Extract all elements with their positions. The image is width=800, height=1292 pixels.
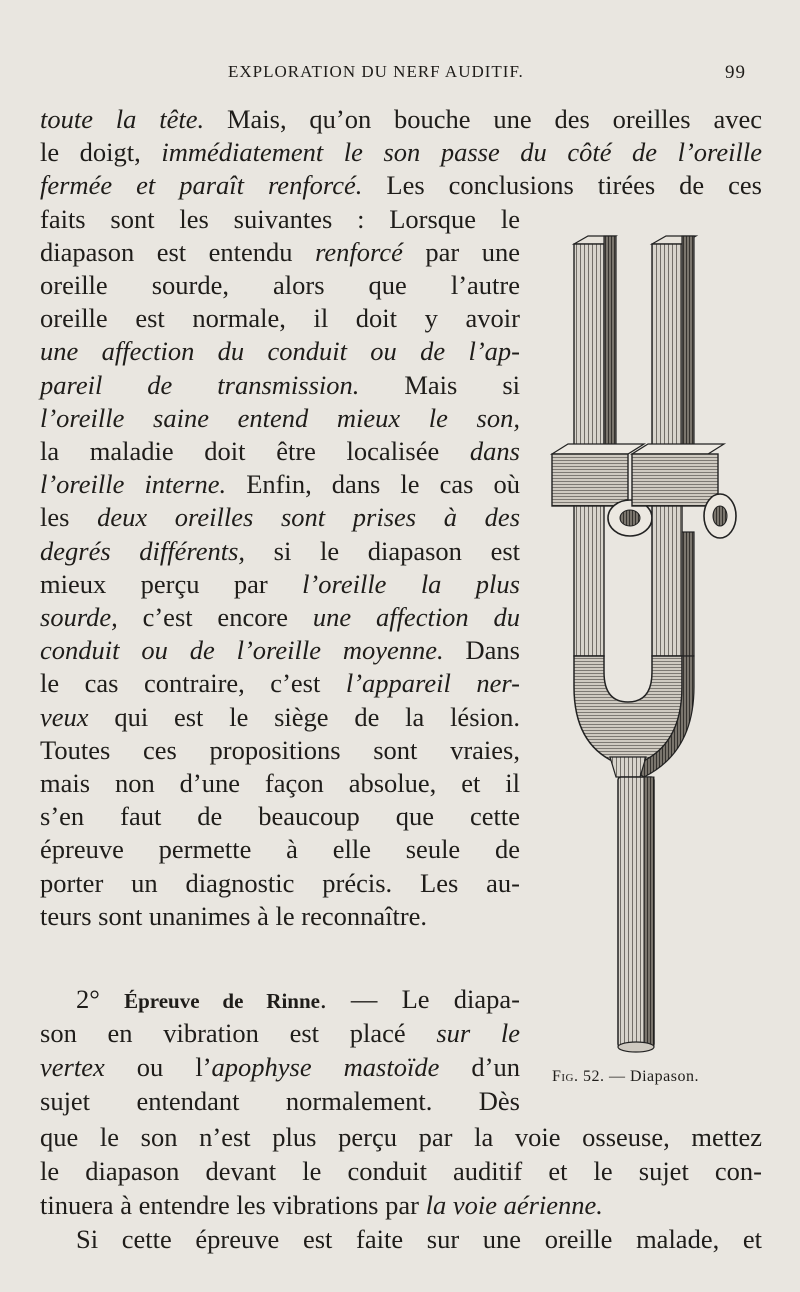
text-line bbox=[40, 534, 520, 568]
tuning-fork-illustration bbox=[548, 232, 748, 1062]
text-line bbox=[40, 832, 520, 866]
text-line bbox=[40, 700, 520, 734]
text-segment: teurs sont unanimes à le reconnaître. bbox=[40, 900, 428, 931]
text-segment: les bbox=[40, 502, 98, 533]
figure-caption bbox=[552, 1068, 699, 1086]
text-line bbox=[40, 334, 520, 368]
running-header bbox=[0, 62, 800, 88]
text-line bbox=[40, 202, 520, 236]
text-segment: diapason est entendu bbox=[40, 236, 316, 267]
text-segment: son en vibration est placé bbox=[40, 1018, 437, 1048]
text-line bbox=[40, 301, 520, 335]
text-line bbox=[40, 135, 762, 169]
text-segment: Si cette épreuve est faite sur une oreille malade, et bbox=[76, 1224, 762, 1254]
italic-text: dans bbox=[469, 436, 520, 466]
text-segment: c’est encore bbox=[117, 602, 313, 632]
text-line bbox=[40, 733, 520, 767]
text-line bbox=[40, 766, 520, 800]
text-line bbox=[40, 500, 520, 534]
text-segment: s’en faut de beaucoup que cette bbox=[40, 801, 520, 832]
bold-heading-text: Épreuve de Rinne bbox=[124, 989, 320, 1013]
italic-text: degrés différents, bbox=[40, 535, 246, 566]
italic-text: l’oreille saine entend mieux le son, bbox=[40, 402, 520, 433]
italic-text: renforcé bbox=[315, 236, 403, 267]
text-line bbox=[40, 168, 762, 202]
italic-text: immédiatement le son passe du côté de l’oreille bbox=[161, 137, 762, 168]
text-segment: tinuera à entendre les vibrations par bbox=[40, 1190, 426, 1220]
tuning-fork-figure bbox=[548, 232, 748, 1062]
figure-number: Fig. 52. bbox=[552, 1068, 605, 1085]
italic-text: toute la tête. bbox=[40, 104, 205, 134]
italic-text: vertex bbox=[40, 1052, 105, 1082]
text-segment: oreille sourde, alors que l’autre bbox=[40, 270, 520, 300]
text-line bbox=[40, 1154, 762, 1188]
text-line bbox=[40, 633, 520, 667]
text-line bbox=[40, 434, 520, 468]
text-line bbox=[40, 1120, 762, 1154]
text-segment: si le diapason est bbox=[245, 535, 521, 566]
text-line bbox=[76, 982, 520, 1018]
italic-text: conduit ou de l’oreille moyenne. bbox=[40, 635, 444, 666]
text-segment: 2° bbox=[76, 984, 125, 1014]
text-line bbox=[40, 899, 520, 933]
text-line bbox=[40, 600, 520, 634]
text-segment: le diapason devant le conduit auditif et le sujet con- bbox=[40, 1156, 762, 1186]
italic-text: sourde, bbox=[40, 602, 118, 632]
text-line bbox=[40, 1016, 520, 1050]
italic-text: pareil de transmission. bbox=[40, 369, 360, 400]
text-segment: oreille est normale, il doit y avoir bbox=[40, 303, 520, 334]
italic-text: deux oreilles sont prises à des bbox=[97, 502, 521, 533]
text-line bbox=[40, 666, 520, 700]
text-line bbox=[76, 1222, 762, 1256]
italic-text: l’appareil ner- bbox=[345, 668, 521, 699]
italic-text: apophyse mastoïde bbox=[211, 1052, 440, 1082]
text-segment: Les conclusions tirées de ces bbox=[362, 170, 762, 201]
text-segment: Dans bbox=[443, 635, 520, 666]
text-segment: qui est le siège de la lésion. bbox=[88, 701, 520, 732]
text-line bbox=[40, 1050, 520, 1084]
text-segment: épreuve permette à elle seule de bbox=[40, 834, 520, 865]
text-segment: sujet entendant normalement. Dès bbox=[40, 1086, 520, 1116]
header-title: EXPLORATION DU NERF AUDITIF. bbox=[228, 62, 524, 81]
text-segment: Toutes ces propositions sont vraies, bbox=[40, 734, 520, 765]
italic-text: une affection du bbox=[312, 602, 520, 632]
text-segment: la maladie doit être localisée bbox=[40, 436, 470, 466]
text-line bbox=[40, 268, 520, 302]
text-line bbox=[40, 102, 762, 136]
text-line bbox=[40, 1188, 762, 1222]
text-line bbox=[40, 799, 520, 833]
figure-title: — Diapason. bbox=[604, 1068, 699, 1085]
text-segment: . — Le diapa- bbox=[319, 984, 520, 1014]
text-segment: le doigt, bbox=[40, 137, 162, 168]
text-segment: d’un bbox=[439, 1052, 521, 1082]
italic-text: la voie aérienne. bbox=[425, 1190, 603, 1220]
text-line bbox=[40, 235, 520, 269]
italic-text: une affection du conduit ou de l’ap- bbox=[40, 336, 520, 367]
page-number: 99 bbox=[725, 62, 746, 83]
text-segment: mais non d’une façon absolue, et il bbox=[40, 768, 520, 798]
text-segment: Enfin, dans le cas où bbox=[226, 469, 520, 500]
text-segment: par une bbox=[402, 236, 520, 267]
text-segment: que le son n’est plus perçu par la voie osseuse, mettez bbox=[40, 1122, 762, 1152]
text-segment: Mais si bbox=[359, 369, 520, 400]
text-segment: porter un diagnostic précis. Les au- bbox=[40, 867, 520, 898]
italic-text: l’oreille interne. bbox=[40, 469, 227, 500]
text-segment: faits sont les suivantes : Lorsque le bbox=[40, 203, 520, 234]
italic-text: fermée et paraît renforcé. bbox=[40, 170, 363, 201]
text-line bbox=[40, 866, 520, 900]
italic-text: l’oreille la plus bbox=[302, 568, 520, 599]
text-line bbox=[40, 1084, 520, 1118]
text-line bbox=[40, 368, 520, 402]
text-segment: Mais, qu’on bouche une des oreilles avec bbox=[204, 104, 762, 134]
text-line bbox=[40, 467, 520, 501]
text-segment: le cas contraire, c’est bbox=[40, 668, 346, 699]
italic-text: sur le bbox=[436, 1018, 521, 1048]
text-segment: ou l’ bbox=[104, 1052, 212, 1082]
italic-text: veux bbox=[40, 701, 89, 732]
text-line bbox=[40, 567, 520, 601]
text-line bbox=[40, 401, 520, 435]
text-segment: mieux perçu par bbox=[40, 568, 303, 599]
